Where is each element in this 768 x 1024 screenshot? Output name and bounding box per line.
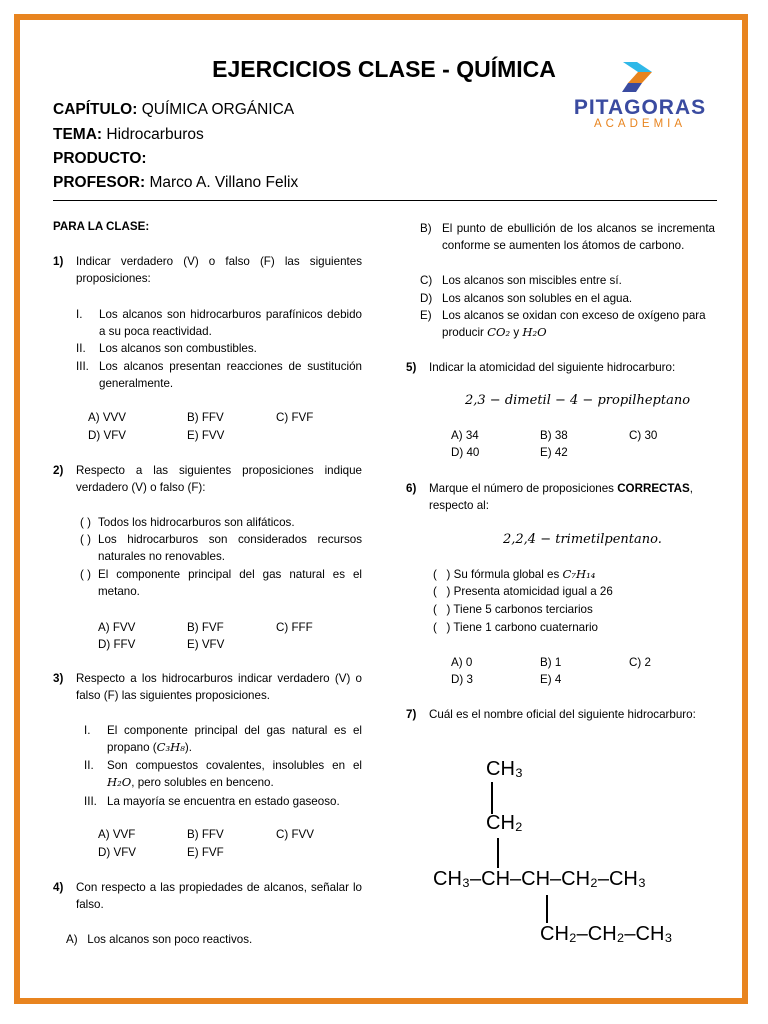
q6-stem: Marque el número de proposiciones CORRECTAS, [429, 482, 693, 495]
q4-option-d: Los alcanos son solubles en el agua. [442, 292, 633, 305]
q3-item-num: I. [84, 724, 91, 737]
q2-option: C) FFF [276, 621, 313, 634]
q5-option: A) 34 [451, 429, 479, 442]
logo-word: PITAGORAS [573, 96, 707, 119]
q1-option: E) FVV [187, 429, 225, 442]
q3-item-num: II. [84, 759, 94, 772]
structure-propyl-chain: CH₂–CH₂–CH₃ [540, 923, 673, 945]
q4-stem: Con respecto a las propiedades de alcanos, señalar lo falso. [76, 881, 362, 911]
q1-item-num: II. [76, 342, 86, 355]
structure-main-chain: CH₃–CH–CH–CH₂–CH₃ [433, 868, 646, 890]
bond-line [545, 895, 549, 923]
q3-option: C) FVV [276, 828, 315, 841]
q3-item: Son compuestos covalentes, insolubles en el H₂O, pero solubles en benceno. [107, 759, 362, 789]
bond-line [496, 838, 500, 868]
q1-item: Los alcanos presentan reacciones de sustitución generalmente. [99, 360, 362, 390]
q2-item: Los hidrocarburos son considerados recursos naturales no renovables. [98, 533, 362, 563]
q5-stem: Indicar la atomicidad del siguiente hidrocarburo: [429, 361, 676, 374]
logo-subtitle: ACADEMIA [593, 118, 687, 130]
q6-number: 6) [406, 482, 417, 495]
header-row-product: PRODUCTO: [53, 150, 147, 167]
q1-item-num: I. [76, 308, 83, 321]
q1-option: C) FVF [276, 411, 314, 424]
q2-option: B) FVF [187, 621, 224, 634]
pitagoras-logo [565, 60, 715, 132]
q6-item: ( ) Tiene 1 carbono cuaternario [433, 621, 598, 634]
q4-option-e-line1: Los alcanos se oxidan con exceso de oxígeno para [442, 309, 706, 322]
structure-ch3-top: CH₃ [486, 758, 524, 780]
q2-item: El componente principal del gas natural es el metano. [98, 568, 362, 598]
q1-item-num: III. [76, 360, 89, 373]
q2-option: E) VFV [187, 638, 225, 651]
q2-item-num: ( ) [80, 568, 91, 581]
q1-option: A) VVV [88, 411, 127, 424]
q1-item: Los alcanos son hidrocarburos parafínicos debido a su poca reactividad. [99, 308, 362, 338]
q5-option: E) 42 [540, 446, 568, 459]
q1-stem: Indicar verdadero (V) o falso (F) las siguientes proposiciones: [76, 255, 362, 285]
q4-option-label: D) [420, 292, 433, 305]
header-divider [53, 200, 717, 201]
q6-option: B) 1 [540, 656, 562, 669]
q4-option-c: Los alcanos son miscibles entre sí. [442, 274, 622, 287]
q3-item: La mayoría se encuentra en estado gaseoso. [107, 795, 340, 808]
structure-ch2: CH₂ [486, 812, 523, 834]
q4-option-label: E) [420, 309, 432, 322]
q2-option: A) FVV [98, 621, 136, 634]
q6-item: ( ) Tiene 5 carbonos terciarios [433, 603, 593, 616]
q1-option: D) VFV [88, 429, 127, 442]
q3-item-num: III. [84, 795, 97, 808]
q7-stem: Cuál es el nombre oficial del siguiente hidrocarburo: [429, 708, 696, 721]
q4-option-a: A) Los alcanos son poco reactivos. [66, 933, 253, 946]
q4-number: 4) [53, 881, 64, 894]
q6-stem-line2: respecto al: [429, 499, 489, 512]
q3-option: B) FFV [187, 828, 224, 841]
header-row-teacher: PROFESOR: Marco A. Villano Felix [53, 174, 299, 191]
logo-arrow-icon [620, 60, 656, 94]
q1-number: 1) [53, 255, 64, 268]
header-row-chapter: CAPÍTULO: QUÍMICA ORGÁNICA [53, 101, 295, 118]
q5-option: D) 40 [451, 446, 480, 459]
bond-line [490, 782, 494, 814]
q5-formula: 2,3 − dimetil − 4 − propilheptano [465, 393, 691, 408]
q5-number: 5) [406, 361, 417, 374]
q4-option-label: C) [420, 274, 433, 287]
q4-option-e-line2: producir CO₂ y H₂O [442, 325, 547, 339]
q2-item-num: ( ) [80, 533, 91, 546]
q1-item: Los alcanos son combustibles. [99, 342, 257, 355]
q3-option: A) VVF [98, 828, 136, 841]
q1-option: B) FFV [187, 411, 224, 424]
q3-number: 3) [53, 672, 64, 685]
q7-number: 7) [406, 708, 417, 721]
q3-option: D) VFV [98, 846, 137, 859]
q6-option: C) 2 [629, 656, 651, 669]
header-row-topic: TEMA: Hidrocarburos [53, 126, 204, 143]
q6-option: D) 3 [451, 673, 473, 686]
section-title: PARA LA CLASE: [53, 220, 150, 233]
q3-item: El componente principal del gas natural es el propano (C₃H₈). [107, 724, 362, 754]
q3-stem: Respecto a los hidrocarburos indicar verdadero (V) o falso (F) las siguientes proposiciones. [76, 672, 362, 702]
q5-option: B) 38 [540, 429, 568, 442]
q6-option: E) 4 [540, 673, 562, 686]
q2-number: 2) [53, 464, 64, 477]
q6-option: A) 0 [451, 656, 473, 669]
q5-option: C) 30 [629, 429, 658, 442]
q6-formula: 2,2,4 − trimetilpentano. [503, 532, 662, 547]
q2-stem: Respecto a las siguientes proposiciones indique verdadero (V) o falso (F): [76, 464, 362, 494]
q6-item: ( ) Su fórmula global es C₇H₁₄ [433, 567, 596, 581]
q6-item: ( ) Presenta atomicidad igual a 26 [433, 585, 613, 598]
q2-item-num: ( ) [80, 516, 91, 529]
q4-option-b: El punto de ebullición de los alcanos se incrementa conforme se aumenten los átomos de carbono. [442, 222, 715, 252]
q4-option-label: B) [420, 222, 432, 235]
page-title: EJERCICIOS CLASE - QUÍMICA [212, 56, 556, 82]
q2-item: Todos los hidrocarburos son alifáticos. [98, 516, 295, 529]
q3-option: E) FVF [187, 846, 224, 859]
q2-option: D) FFV [98, 638, 136, 651]
